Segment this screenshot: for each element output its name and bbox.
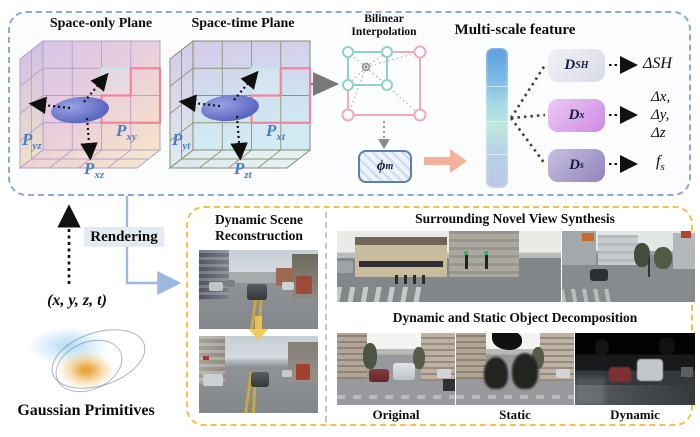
scene-shape [590,269,608,281]
scene-shape [654,247,672,269]
scene-shape [393,363,415,380]
space-time-plane-title: Space-time Plane [191,16,295,31]
dynamic-scene-reconstruction-title [196,212,322,244]
scene-shape [484,357,508,389]
decomposition-original-photo [337,333,455,405]
scene-shape [485,253,488,269]
results-divider [325,212,327,422]
output-line: Δz [651,125,666,141]
decomposition-static-photo [456,333,574,405]
decomposition-label-static: Static [499,407,531,422]
label-base: P [234,159,245,178]
multiscale-feature-bar [486,48,508,188]
scene-shape [247,284,267,300]
scene-shape [456,333,486,379]
scene-shape [562,289,612,302]
scene-shape [456,395,574,399]
output-base: f [656,153,661,170]
recon-title-line2: Reconstruction [215,228,303,243]
decoder-sh-box: D SH [548,49,605,82]
bilinear-title-line2: Interpolation [351,26,417,38]
novel-view-photo-right [562,231,695,302]
scene-shape [296,364,310,380]
scene-shape [355,237,447,245]
novel-view-synthesis-title: Surrounding Novel View Synthesis [415,211,615,226]
phi-base: ϕ [376,158,386,174]
scene-shape [395,275,431,284]
sampled-cell-highlight [102,68,131,95]
bilinear-title-line1: Bilinear [364,13,404,25]
scene-shape [337,395,455,399]
output-delta-sh: ΔSH [643,55,672,72]
scene-shape [582,233,594,241]
multiscale-feature-title: Multi-scale feature [454,22,576,38]
scene-shape [575,385,695,405]
label-sub: xz [94,169,105,181]
output-line: Δx, [651,89,671,105]
decomposition-label-dynamic: Dynamic [610,407,660,422]
gaussian-primitives-illustration [12,318,152,400]
reconstruction-input-photo [199,250,318,329]
scene-shape [359,261,443,267]
scene-shape [512,353,538,389]
scene-shape [443,379,455,391]
label-sub: xy [126,131,137,143]
label-sub: xt [276,131,285,143]
output-fs [656,153,665,174]
space-time-plane-cube [160,33,312,185]
scene-shape [598,235,638,265]
scene-shape [251,372,269,387]
scene-shape [637,359,663,381]
scene-shape [209,282,223,291]
feature-bar-segment-line [486,121,508,122]
scene-shape [673,233,695,269]
decomposition-label-original: Original [372,407,420,422]
scene-shape [464,251,468,255]
label-sub: zt [244,169,252,181]
recon-title-line1: Dynamic Scene [214,212,304,227]
scene-shape [282,282,294,290]
decomposition-title: Dynamic and Static Object Decomposition [392,310,638,325]
label-base: P [22,130,33,149]
scene-shape [225,280,235,287]
scene-shape [369,369,389,382]
bilinear-interpolation-title [336,13,432,39]
decoder-name: D [569,157,580,173]
decomposition-dynamic-photo [575,333,695,405]
output-line: Δy, [651,107,670,123]
label-base: P [172,130,183,149]
label-base: P [116,121,127,140]
scene-shape [556,369,570,378]
scene-shape [337,261,353,273]
phi-m-feature-box: ϕ m [358,150,412,183]
scene-shape [681,367,693,377]
scene-shape [282,370,292,377]
rendering-label: Rendering [84,227,164,247]
scene-shape [437,369,451,378]
scene-shape [659,337,675,355]
output-delta-xyz [651,88,670,142]
decoder-name: D [564,57,576,73]
gaussian-primitives-label: Gaussian Primitives [17,402,155,419]
space-only-plane-title: Space-only Plane [49,16,153,31]
scene-shape [363,343,377,369]
label-base: P [266,121,277,140]
scene-shape [296,276,312,294]
decoder-s-box: D s [548,149,605,182]
label-sub: yz [32,140,42,152]
feature-bar-segment-line [486,86,508,87]
scene-shape [199,250,229,300]
scene-shape [465,253,468,269]
scene-shape [337,287,427,302]
scene-shape [203,356,209,360]
label-base: P [84,159,95,178]
xyzt-coordinates-label: (x, y, z, t) [47,292,107,309]
output-sub: s [660,161,665,174]
scene-shape [648,257,650,277]
scene-shape [595,339,609,355]
scene-shape [681,231,691,238]
scene-shape [203,374,223,386]
feature-bar-segment-line [486,154,508,155]
sampled-cell-highlight [252,68,281,95]
scene-shape [492,333,522,350]
novel-view-photo-left [337,231,561,302]
scene-shape [609,367,631,382]
reconstruction-rendered-photo [199,336,318,413]
label-sub: yt [182,140,191,152]
decoder-x-box: D x [548,99,605,132]
decoder-name: D [568,107,580,123]
space-only-plane-cube [10,33,162,185]
scene-shape [484,251,488,255]
